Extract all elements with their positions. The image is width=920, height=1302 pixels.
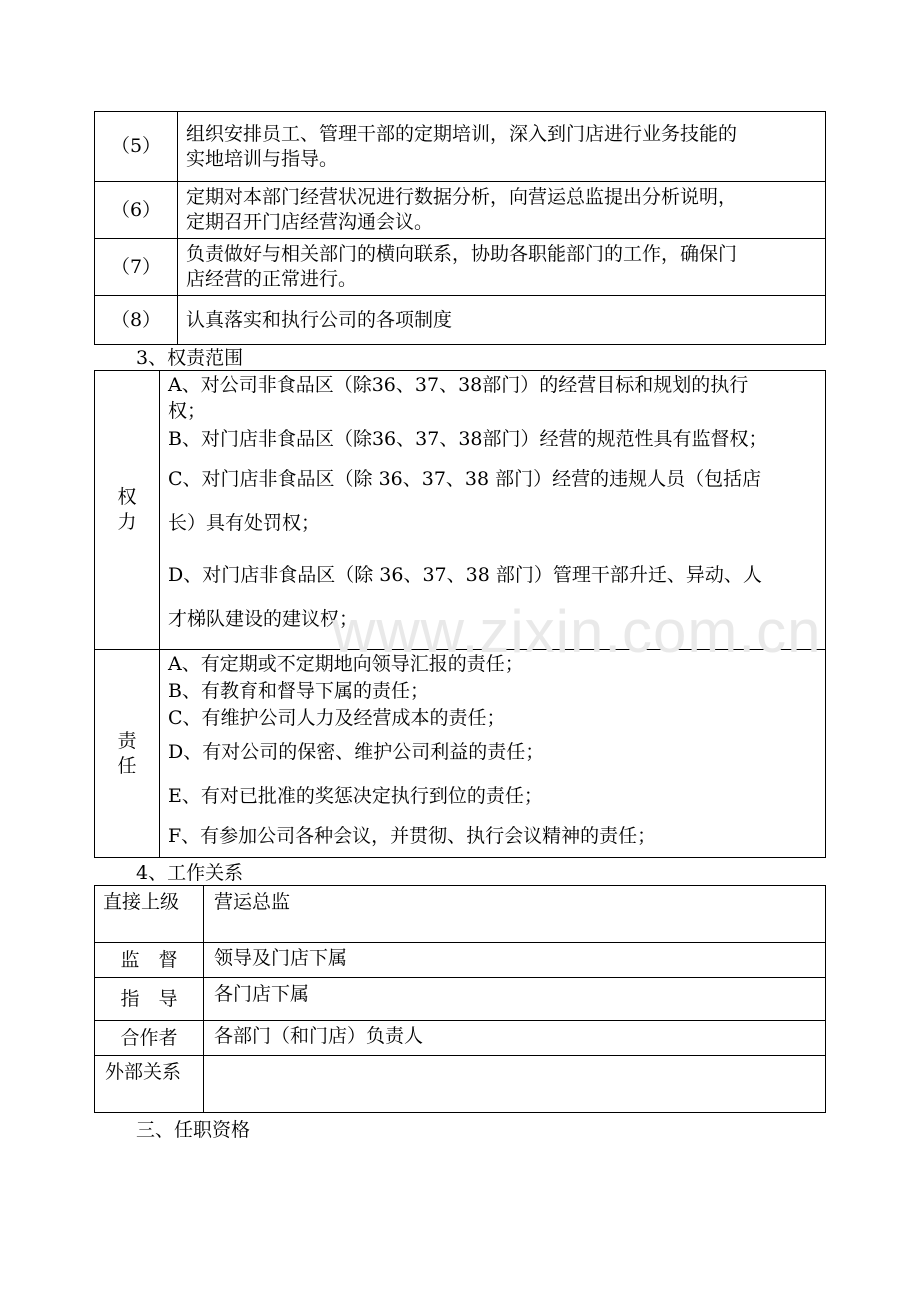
responsibility-item: A、有定期或不定期地向领导汇报的责任；: [168, 653, 524, 675]
authority-item: D、对门店非食品区（除 36、37、38 部门）管理干部升迁、异动、人: [168, 564, 762, 586]
duty-line: 认真落实和执行公司的各项制度: [186, 308, 453, 331]
authority-item: C、对门店非食品区（除 36、37、38 部门）经营的违规人员（包括店: [168, 468, 762, 490]
duty-line: 负责做好与相关部门的横向联系，协助各职能部门的工作，确保门: [186, 243, 738, 265]
duty-row: [95, 296, 826, 345]
responsibility-item: E、有对已批准的奖惩决定执行到位的责任；: [168, 785, 543, 807]
responsibility-label: [95, 650, 160, 858]
duty-text: [178, 112, 826, 182]
responsibility-item: F、有参加公司各种会议，并贯彻、执行会议精神的责任；: [168, 825, 657, 847]
relation-label: 外部关系: [95, 1056, 204, 1113]
duty-row: [95, 112, 826, 182]
section-3-heading: 3、权责范围: [136, 347, 244, 369]
watermark: www.zixin.com.cn: [332, 598, 822, 665]
duty-line: 定期召开门店经营沟通会议。: [186, 211, 434, 233]
duty-number: （8）: [95, 296, 178, 345]
duty-number: （5）: [95, 112, 178, 182]
responsibility-list: [160, 650, 826, 858]
duty-row: [95, 182, 826, 239]
authority-item: 长）具有处罚权；: [168, 512, 321, 534]
responsibility-row: [95, 650, 826, 858]
duty-number: （7）: [95, 239, 178, 296]
relation-row: [95, 978, 826, 1021]
work-relations-table: [94, 885, 826, 1113]
duty-line: 定期对本部门经营状况进行数据分析，向营运总监提出分析说明，: [186, 186, 738, 208]
duty-text: [178, 182, 826, 239]
duty-number: （6）: [95, 182, 178, 239]
relation-label: 直接上级: [95, 886, 204, 943]
authority-item: 才梯队建设的建议权；: [168, 608, 359, 630]
relation-label: 合作者: [95, 1021, 204, 1056]
relation-row: [95, 943, 826, 978]
relation-value: 领导及门店下属: [204, 943, 826, 978]
authority-item: 权；: [168, 400, 207, 422]
relation-value: 各部门（和门店）负责人: [204, 1021, 826, 1056]
duty-line: 店经营的正常进行。: [186, 268, 358, 290]
relation-value: 营运总监: [204, 886, 826, 943]
relation-row: [95, 1021, 826, 1056]
authority-label: [95, 371, 160, 650]
relation-value: 各门店下属: [204, 978, 826, 1021]
label-char: 任: [117, 754, 137, 777]
duties-table: [94, 111, 826, 345]
relation-value: [204, 1056, 826, 1113]
duty-row: [95, 239, 826, 296]
responsibility-item: C、有维护公司人力及经营成本的责任；: [168, 707, 506, 729]
duty-line: 实地培训与指导。: [186, 147, 339, 170]
relation-label: 指 导: [95, 978, 204, 1021]
authority-list: [160, 371, 826, 650]
responsibility-item: B、有教育和督导下属的责任；: [168, 680, 429, 702]
label-char: 权: [117, 486, 137, 508]
duty-text: [178, 239, 826, 296]
authority-responsibility-table: [94, 370, 826, 858]
responsibility-item: D、有对公司的保密、维护公司利益的责任；: [168, 741, 545, 763]
authority-item: B、对门店非食品区（除36、37、38部门）经营的规范性具有监督权；: [168, 428, 768, 450]
label-char: 力: [117, 511, 137, 533]
relation-row: [95, 1056, 826, 1113]
section-4-heading: 4、工作关系: [136, 862, 244, 884]
section-three-heading: 三、任职资格: [136, 1119, 251, 1141]
duty-line: 组织安排员工、管理干部的定期培训，深入到门店进行业务技能的: [186, 122, 738, 145]
relation-label: 监 督: [95, 943, 204, 978]
authority-item: A、对公司非食品区（除36、37、38部门）的经营目标和规划的执行: [168, 374, 749, 396]
relation-row: [95, 886, 826, 943]
label-char: 责: [117, 729, 137, 752]
authority-row: [95, 371, 826, 650]
duty-text: [178, 296, 826, 345]
